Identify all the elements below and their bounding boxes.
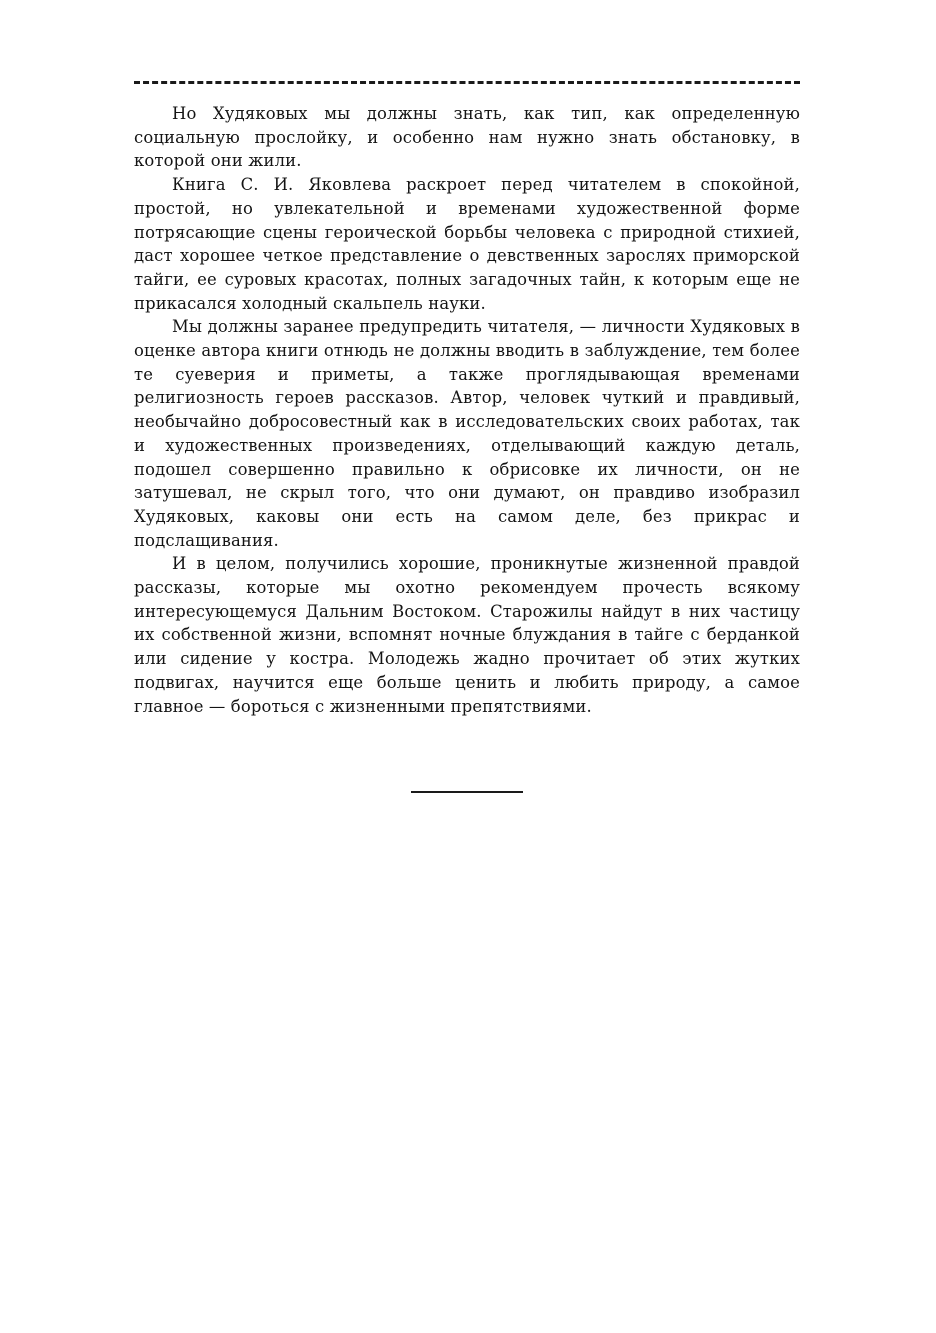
body-text bbox=[134, 102, 800, 718]
paragraph-3: Мы должны заранее предупредить читателя, — личности Худяковых в оценке автора книги отнюдь не должны вводить в заблуждение, тем более те суеверия и приметы, а также проглядывающая временами религиозность героев рассказов. Автор, человек чуткий и правдивый, необычайно добросовестный как в исследовательских своих работах, так и художественных произведениях, отделывающий каждую деталь, подошел совершенно правильно к обрисовке их личности, он не затушевал, не скрыл того, что они думают, он правдиво изобразил Худяковых, каковы они есть на самом деле, без прикрас и подслащивания. bbox=[134, 317, 800, 550]
paragraph-1: Но Худяковых мы должны знать, как тип, как определенную социальную прослойку, и особенно нам нужно знать обстановку, в которой они жили. bbox=[134, 104, 800, 171]
top-divider bbox=[134, 81, 800, 84]
end-divider bbox=[411, 791, 523, 793]
paragraph-4: И в целом, получились хорошие, проникнутые жизненной правдой рассказы, которые мы охотно рекомендуем прочесть всякому интересующемуся Дальним Востоком. Старожилы найдут в них частицу их собственной жизни, вспомнят ночные блуждания в тайге с берданкой или сидение у костра. Молодежь жадно прочитает об этих жутких подвигах, научится еще больше ценить и любить природу, а самое главное — бороться с жизненными препятствиями. bbox=[134, 554, 800, 716]
paragraph-2: Книга С. И. Яковлева раскроет перед читателем в спокойной, простой, но увлекательной и временами художественной форме потрясающие сцены героической борьбы человека с природной стихией, даст хорошее четкое представление о девственных зарослях приморской тайги, ее суровых красотах, полных загадочных тайн, к которым еще не прикасался холодный скальпель науки. bbox=[134, 175, 800, 313]
